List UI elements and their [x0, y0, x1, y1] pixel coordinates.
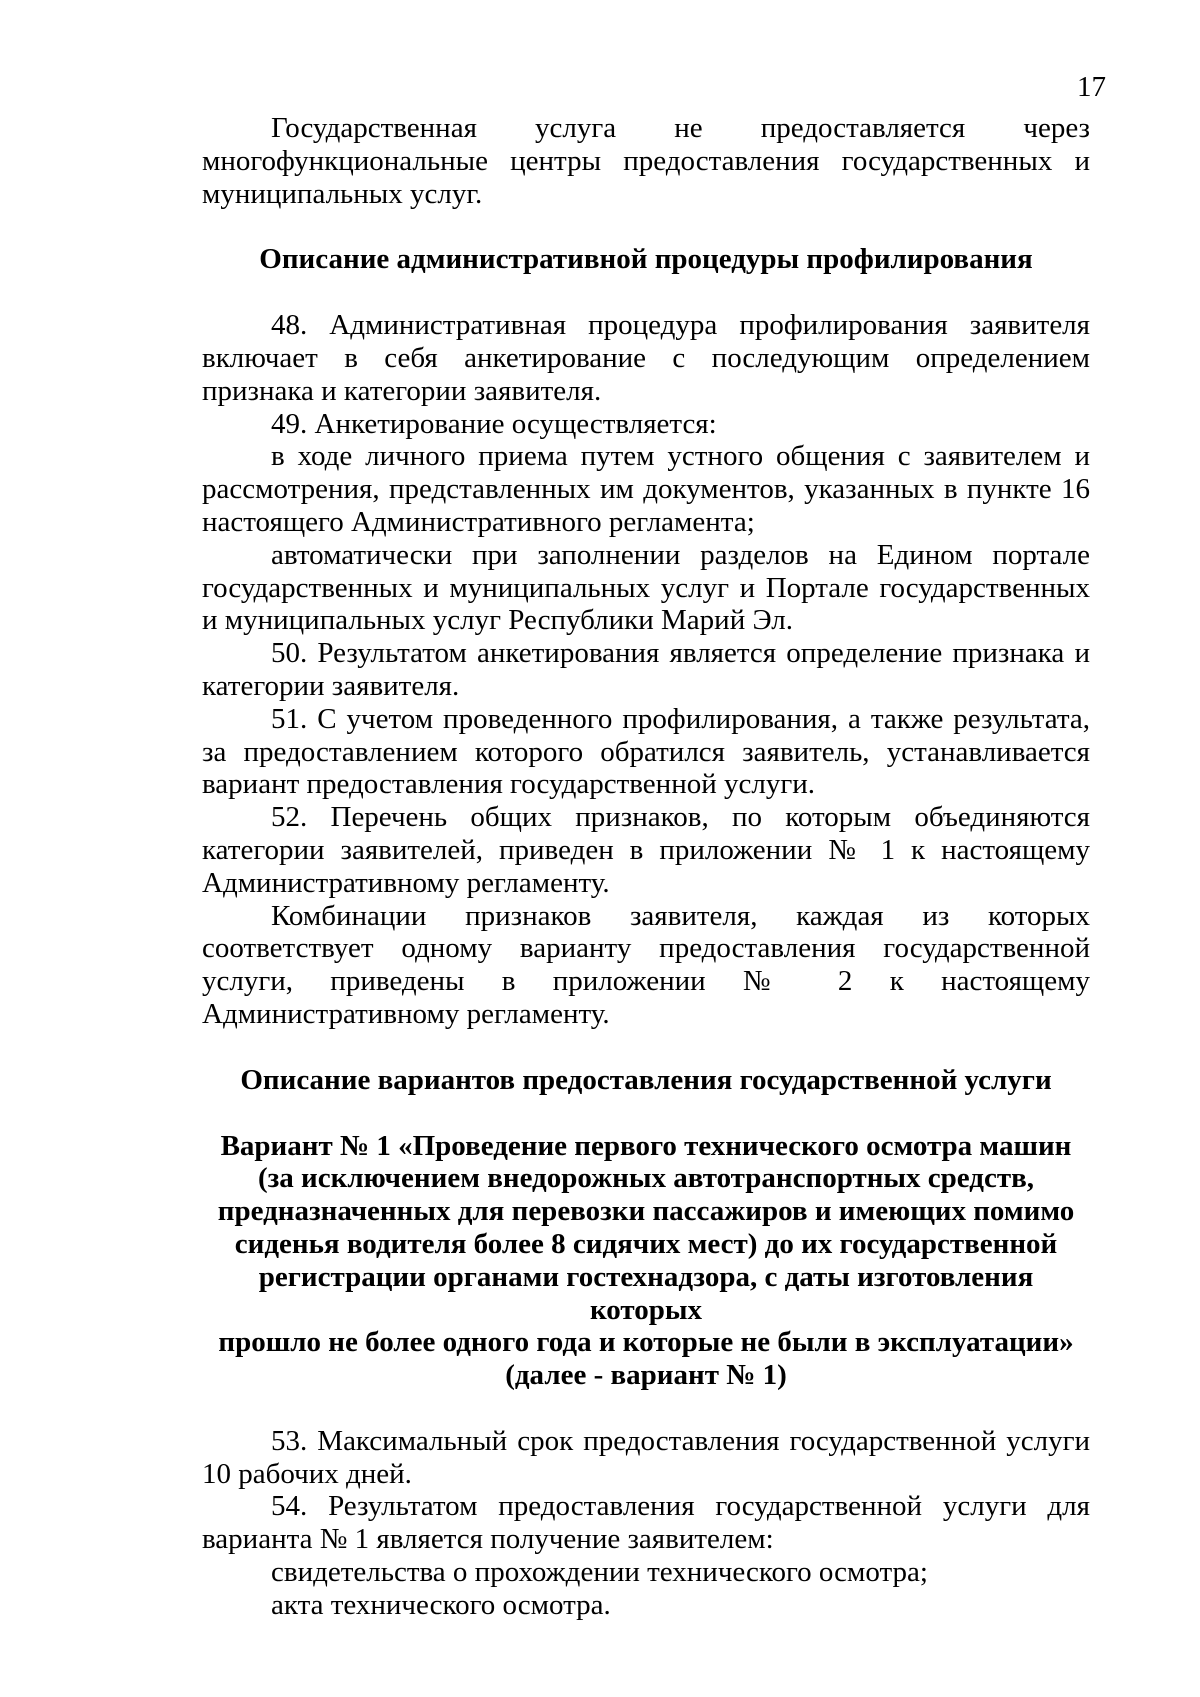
paragraph-48: 48. Административная процедура профилирования заявителя включает в себя анкетирование с последующим определением признака и категории заявителя. — [202, 309, 1090, 407]
section-heading-profiling: Описание административной процедуры профилирования — [259, 243, 1033, 276]
paragraph-54: 54. Результатом предоставления государственной услуги для варианта № 1 является получение заявителем: — [202, 1490, 1090, 1556]
variant-1-heading-line: (за исключением внедорожных автотранспортных средств, — [258, 1162, 1034, 1195]
paragraph-52: 52. Перечень общих признаков, по которым объединяются категории заявителей, приведен в приложении № 1 к настоящему Административному регламенту. — [202, 801, 1090, 899]
paragraph-49: 49. Анкетирование осуществляется: — [271, 407, 717, 440]
variant-1-heading-line: (далее - вариант № 1) — [505, 1359, 787, 1392]
variant-1-heading-line: сиденья водителя более 8 сидячих мест) до их государственной — [234, 1227, 1058, 1260]
result-list-item: акта технического осмотра. — [271, 1588, 611, 1621]
paragraph-53: 53. Максимальный срок предоставления государственной услуги 10 рабочих дней. — [202, 1424, 1090, 1490]
section-spacer — [202, 210, 1090, 243]
variant-1-heading-line: прошло не более одного года и которые не были в эксплуатации» — [218, 1326, 1074, 1359]
paragraph-52-combinations: Комбинации признаков заявителя, каждая из которых соответствует одному варианту предоставления государственной услуги, приведены в приложении № 2 к настоящему Административному регламенту. — [202, 899, 1090, 1030]
paragraph-49-item-automatic: автоматически при заполнении разделов на Едином портале государственных и муниципальных услуг и Портале государственных и муниципальных услуг Республики Марий Эл. — [202, 538, 1090, 637]
intro-paragraph: Государственная услуга не предоставляется через многофункциональные центры предоставления государственных и муниципальных услуг. — [202, 112, 1090, 210]
variant-1-heading-line: предназначенных для перевозки пассажиров и имеющих помимо — [217, 1195, 1075, 1228]
section-heading-variants: Описание вариантов предоставления государственной услуги — [240, 1063, 1052, 1096]
section-spacer — [202, 1031, 1090, 1064]
section-spacer — [202, 1392, 1090, 1425]
variant-1-heading — [202, 1130, 1090, 1392]
document-body — [202, 112, 1090, 1622]
variant-1-heading-line: Вариант № 1 «Проведение первого технического осмотра машин — [220, 1129, 1072, 1162]
variant-1-heading-line: регистрации органами гостехнадзора, с даты изготовления которых — [258, 1260, 1034, 1326]
section-spacer — [202, 1097, 1090, 1130]
paragraph-51: 51. С учетом проведенного профилирования, а также результата, за предоставлением которого обратился заявитель, устанавливается вариант предоставления государственной услуги. — [202, 702, 1090, 801]
result-list-item: свидетельства о прохождении технического осмотра; — [271, 1556, 928, 1589]
paragraph-49-item-personal: в ходе личного приема путем устного общения с заявителем и рассмотрения, представленных им документов, указанных в пункте 16 настоящего Административного регламента; — [202, 440, 1090, 538]
page-number: 17 — [1077, 71, 1106, 103]
paragraph-50: 50. Результатом анкетирования является определение признака и категории заявителя. — [202, 637, 1090, 702]
section-spacer — [202, 276, 1090, 309]
